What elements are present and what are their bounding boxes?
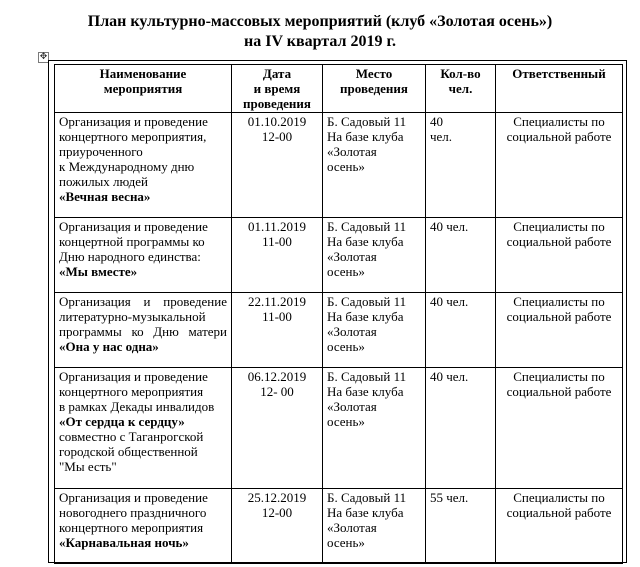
event-date-cell: 01.10.2019 12-00	[232, 113, 323, 218]
event-count-cell: 40 чел.	[426, 113, 496, 218]
events-table	[54, 64, 623, 564]
table-row	[55, 489, 623, 564]
event-date-cell: 06.12.2019 12- 00	[232, 368, 323, 489]
event-responsible-cell: Специалисты по социальной работе	[496, 368, 623, 489]
event-name-cell: Организация и проведение концертного мероприятия в рамках Декады инвалидов «От сердца к сердцу» совместно с Таганрогской городской общественной "Мы есть"	[55, 368, 232, 489]
table-header-row	[55, 65, 623, 113]
event-name-cell: Организация и проведение концертной программы ко Дню народного единства: «Мы вместе»	[55, 218, 232, 293]
event-date-cell: 25.12.2019 12-00	[232, 489, 323, 564]
event-date-cell: 01.11.2019 11-00	[232, 218, 323, 293]
event-responsible-cell: Специалисты по социальной работе	[496, 113, 623, 218]
event-date-cell: 22.11.2019 11-00	[232, 293, 323, 368]
event-count-cell: 40 чел.	[426, 368, 496, 489]
table-row	[55, 113, 623, 218]
event-count-cell: 55 чел.	[426, 489, 496, 564]
table-row	[55, 368, 623, 489]
header-name: Наименование мероприятия	[55, 65, 232, 113]
event-responsible-cell: Специалисты по социальной работе	[496, 218, 623, 293]
event-place-cell: Б. Садовый 11 На базе клуба «Золотая осень»	[323, 489, 426, 564]
event-place-cell: Б. Садовый 11 На базе клуба «Золотая осень»	[323, 218, 426, 293]
header-place: Место проведения	[323, 65, 426, 113]
event-name-cell: Организация и проведение литературно-музыкальной программы ко Дню матери «Она у нас одна»	[55, 293, 232, 368]
header-count: Кол-во чел.	[426, 65, 496, 113]
event-count-cell: 40 чел.	[426, 218, 496, 293]
event-title: «Вечная весна»	[59, 189, 151, 204]
event-title: «Мы вместе»	[59, 264, 138, 279]
event-place-cell: Б. Садовый 11 На базе клуба «Золотая осень»	[323, 113, 426, 218]
event-responsible-cell: Специалисты по социальной работе	[496, 293, 623, 368]
document-title	[0, 12, 640, 52]
table-row	[55, 218, 623, 293]
header-date: Дата и время проведения	[232, 65, 323, 113]
title-line-1: План культурно-массовых мероприятий (клуб «Золотая осень»)	[87, 13, 553, 30]
event-responsible-cell: Специалисты по социальной работе	[496, 489, 623, 564]
event-place-cell: Б. Садовый 11 На базе клуба «Золотая осень»	[323, 368, 426, 489]
header-responsible: Ответственный	[496, 65, 623, 113]
title-line-2: на IV квартал 2019 г.	[244, 33, 396, 50]
event-title: «Карнавальная ночь»	[59, 535, 189, 550]
event-name-cell: Организация и проведение новогоднего праздничного концертного мероприятия «Карнавальная ночь»	[55, 489, 232, 564]
event-count-cell: 40 чел.	[426, 293, 496, 368]
event-title: «От сердца к сердцу»	[59, 414, 185, 429]
table-move-handle-icon[interactable]: ✥	[39, 52, 48, 62]
table-row	[55, 293, 623, 368]
event-title: «Она у нас одна»	[59, 339, 159, 354]
event-name-cell: Организация и проведение концертного мероприятия, приуроченного к Международному дню пожилых людей «Вечная весна»	[55, 113, 232, 218]
event-place-cell: Б. Садовый 11 На базе клуба «Золотая осень»	[323, 293, 426, 368]
